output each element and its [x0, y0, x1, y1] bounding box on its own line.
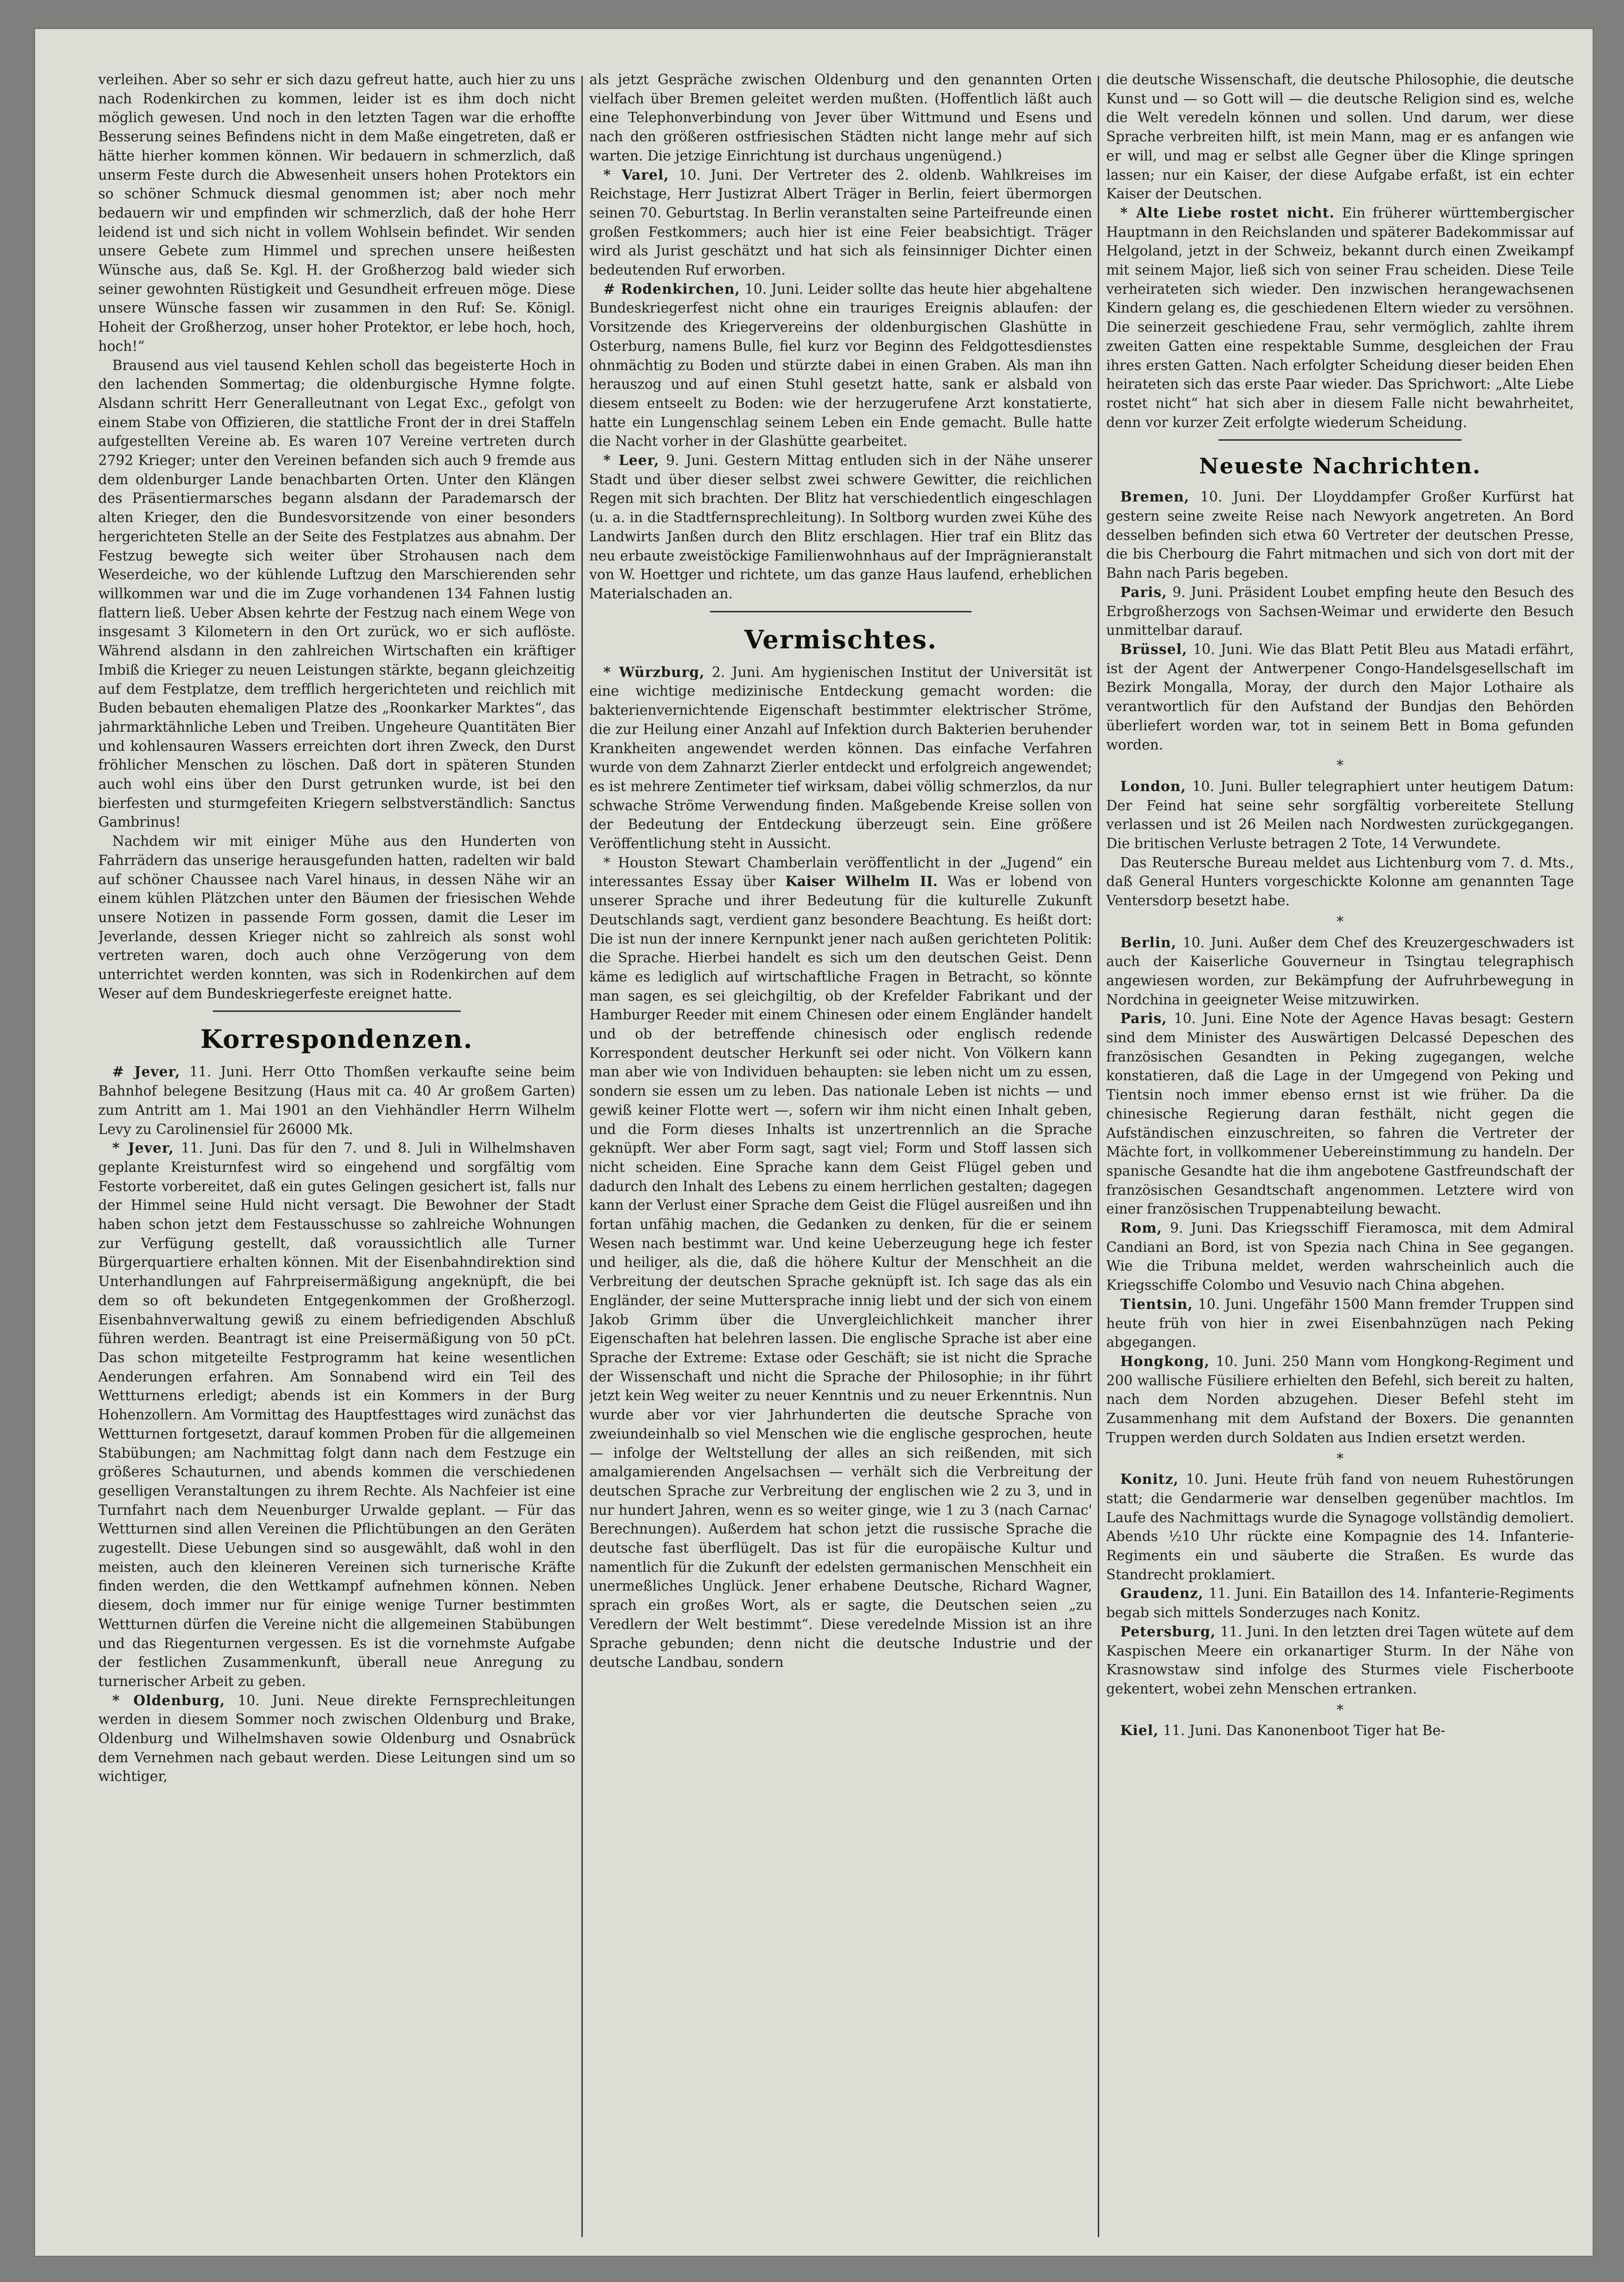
dateline: * Varel, — [603, 166, 669, 183]
article-paragraph: Brausend aus viel tausend Kehlen scholl das begeisterte Hoch in den lachenden Sommertag; die oldenburgische Hymne folgte. Alsdann schritt Herr Generalleutnant von Legat Exc., gefolgt von einem Stabe von Offizieren, die stattliche Front der in drei Staffeln aufgestellten Vereine ab. Es waren 107 Vereine vertreten durch 2792 Krieger; unter den Vereinen befanden sich auch 9 fremde aus dem oldenburger Lande benachbarten Orten. Unter den Klängen des Präsentiermarsches begann alsdann der Parademarsch der alten Krieger, den die Bundesvorsitzende von einer besonders hergerichteten Stelle an der Seite des Festplatzes aus abnahm. Der Festzug bewegte sich weiter über Strohausen nach dem Weserdeiche, wo der kühlende Luftzug den Marschierenden sehr willkommen war und die im Zuge vorhandenen 134 Fahnen lustig flattern ließ. Ueber Absen kehrte der Festzug nach einem Wege von insgesamt 3 Kilometern in den Ort zurück, wo er sich auflöste. Während alsdann in den zahlreichen Wirtschaften ein kräftiger Imbiß die Krieger zu neuen Leistungen stärkte, begann gleichzeitig auf dem Festplatze, dem trefflich hergerichteten und reichlich mit Buden bebauten ehemaligen Platze des „Roonkarker Marktes“, das jahrmarktähnliche Leben und Treiben. Ungeheure Quantitäten Bier und kohlensauren Wassers erreichten dort ihren Zweck, den Durst fröhlicher Menschen zu löschen. Daß dort in späteren Stunden auch wohl eins über den Durst getrunken wurde, ist bei den bierfesten und sturmgefeiten Kriegern selbstverständlich: Sanctus Gambrinus! — [98, 357, 575, 830]
news-text: 9. Juni. Präsident Loubet empfing heute den Besuch des Erbgroßherzogs von Sachsen-Weimar und erwiderte den Besuch unmittelbar darauf. — [1106, 584, 1574, 639]
article-continuation: als jetzt Gespräche zwischen Oldenburg und den genannten Orten vielfach über Bremen geleitet werden mußten. (Hoffentlich läßt auch eine Telephonverbindung von Jever über Wittmund und Esens und nach den größeren ostfriesischen Städten nicht lange mehr auf sich warten. Die jetzige Einrichtung ist durchaus ungenügend.) — [589, 72, 1092, 164]
news-item-hongkong — [1106, 1352, 1574, 1447]
dateline: * Würzburg, — [603, 663, 705, 680]
news-text: 10. Juni. Der Vertreter des 2. oldenb. Wahlkreises im Reichstage, Herr Justizrat Albert Träger in Berlin, feiert übermorgen seinen 70. Geburtstag. In Berlin veranstalten seine Parteifreunde einen großen Festkommers; auch hier ist eine Feier beabsichtigt. Träger wird als Jurist geschätzt und hat sich als feinsinniger Dichter einen bedeutenden Ruf erworben. — [589, 167, 1092, 278]
news-text: Ein früherer württembergischer Hauptmann in den Reichslanden und späterer Badekommissar auf Helgoland, jetzt in der Schweiz, bekannt durch einen Zweikampf mit seinem Major, ließ sich von seiner Frau scheiden. Diese Teile verheirateten sich wieder. Den inzwischen herangewachsenen Kindern gelang es, die geschiedenen Eltern wieder zu versöhnen. Die seinerzeit geschiedene Frau, sehr vermöglich, zahlte ihrem zweiten Gatten eine respektable Summe, desgleichen der Frau ihres ersten Gatten. Nach erfolgter Scheidung dieser beiden Ehen heirateten sich das erste Paar wieder. Das Sprichwort: „Alte Liebe rostet nicht“ hat sich aber in diesem Falle nicht bewahrheitet, denn vor kurzer Zeit erfolgte wiederum Scheidung. — [1106, 204, 1574, 430]
section-heading-neueste-nachrichten: Neueste Nachrichten. — [1199, 453, 1481, 479]
news-text: 10. Juni. Der Lloyddampfer Großer Kurfürst hat gestern seine zweite Reise nach Newyork angetreten. An Bord desselben befinden sich etwa 60 Vertreter der deutschen Presse, die bis Cherbourg die Fahrt mitmachen und sich von dort mit der Bahn nach Paris begeben. — [1106, 489, 1574, 581]
section-divider — [710, 611, 972, 612]
column-3 — [1106, 70, 1574, 2241]
news-item-chamberlain — [589, 853, 1092, 1672]
dateline: # Jever, — [112, 1063, 181, 1080]
section-heading-korrespondenzen: Korrespondenzen. — [200, 1024, 473, 1054]
news-text: 10. Juni. 250 Mann vom Hongkong-Regiment und 200 wallische Füsiliere erhielten den Befehl, sich bereit zu halten, nach dem Norden abzugehen. Dieser Befehl steht im Zusammenhang mit dem Aufstand der Boxers. Die genannten Truppen werden durch Soldaten aus Indien ersetzt werden. — [1106, 1353, 1574, 1446]
dateline: Berlin, — [1120, 934, 1177, 951]
news-item-rodenkirchen — [589, 280, 1092, 451]
dateline: Rom, — [1120, 1220, 1162, 1236]
news-item-graudenz — [1106, 1584, 1574, 1622]
news-text: Was er lobend von unserer Sprache und ihrer Bedeutung für die kulturelle Zukunft Deutschlands sagt, verdient ganz besondere Beachtung. Es heißt dort: Die ist nun der innere Kernpunkt jener nach außen gerichteten Politik: die Sprache. Hierbei handelt es sich um den deutschen Geist. Denn käme es lediglich auf wirtschaftliche Fragen in Betracht, so könnte man sagen, es sei gleichgiltig, ob der Krefelder Fabrikant und der Hamburger Reeder mit einem Chinesen oder einem Engländer handelt und ob der betreffende chinesisch oder englisch redende Korrespondent deutscher Herkunft sei oder nicht. Von Völkern kann man aber wie von Individuen behaupten: sie leben nicht um zu essen, sondern sie essen um zu leben. Das nationale Leben ist nichts — und gewiß keiner Flotte wert —, sofern wir ihm nicht einen Inhalt geben, und die Form dieses Inhalts ist unzertrennlich an die Sprache geknüpft. Wer aber Form sagt, sagt viel; Form und Stoff lassen sich nicht scheiden. Eine Sprache kann dem Geist Flügel geben und dadurch den Inhalt des Lebens zu einem herrlichen gestalten; dagegen kann der Verlust einer Sprache dem Geist die Flügel ausreißen und ihn fortan unfähig machen, die Gedanken zu denken, für die er seinem Wesen nach bestimmt war. Und keine Ueberzeugung hege ich fester und heiliger, als die, daß die höhere Kultur der Menschheit an die Verbreitung der deutschen Sprache geknüpft ist. Ich sage das als ein Engländer, der seine Muttersprache innig liebt und der sich von einem Jakob Grimm über die Unvergleichlichkeit mancher ihrer Eigenschaften hat belehren lassen. Die englische Sprache ist aber eine Sprache der Extreme: Extase oder Geschäft; sie ist nicht die Sprache der Wissenschaft und nicht die Sprache der Philosophie; in ihr führt jetzt kein Weg weiter zu neuer Kenntnis und zu neuer Erkenntnis. Nun wurde aber vor vier Jahrhunderten die deutsche Sprache von zweiundeinhalb so viel Menschen wie die englische gesprochen, heute — infolge der Weltstellung der alles an sich reißenden, mit sich amalgamierenden Angelsachsen — verhält sich die Verbreitung der deutschen Sprache zur Verbreitung der englischen wie 2 zu 3, und in nur hundert Jahren, wenn es so weiter ginge, wie 1 zu 3 (nach Carnac' Berechnungen). Außerdem hat schon jetzt die russische Sprache die deutsche fast überflügelt. Das ist für die europäische Kultur und namentlich für die Zukunft der edelsten germanischen Menschheit ein unermeßliches Unglück. Jener erhabene Deutsche, Richard Wagner, sprach ein großes Wort, als er sagte, die Deutschen seien „zu Veredlern der Welt bestimmt“. Diese veredelnde Mission ist an ihre Sprache gebunden; denn nicht die deutsche Industrie und der deutsche Landbau, sondern — [589, 873, 1092, 1671]
news-text: 9. Juni. Gestern Mittag entluden sich in der Nähe unserer Stadt und über dieser selbst zwei schwere Gewitter, die reichlichen Regen mit sich brachten. Der Blitz hat verschiedentlich eingeschlagen (u. a. in die Stadtfernsprechleitung). In Soltborg wurden zwei Kühe des Landwirts Janßen durch den Blitz erschlagen. Hier traf ein Blitz das neu erbaute zweistöckige Familienwohnhaus auf der Imprägnieranstalt von W. Hoettger und richtete, um das ganze Haus laufend, erheblichen Materialschaden an. — [589, 452, 1092, 602]
separator-star: * — [1336, 1701, 1344, 1718]
news-item-petersburg — [1106, 1622, 1574, 1699]
news-text: 10. Juni. Leider sollte das heute hier abgehaltene Bundeskriegerfest nicht ohne ein trauriges Ereignis ablaufen: der Vorsitzende des Kriegervereins der oldenburgischen Glashütte in Osterburg, namens Bulle, fiel kurz vor Beginn des Feldgottesdienstes ohnmächtig zu Boden und stürzte dabei in einen Graben. Als man ihn herauszog und auf einen Stuhl gesetzt hatte, sank er alsbald von diesem entseelt zu Boden: wie der herzugerufene Arzt konstatierte, hatte ein Lungenschlag seinem Leben ein Ende gemacht. Bulle hatte die Nacht vorher in der Glashütte gearbeitet. — [589, 281, 1092, 450]
dateline: # Rodenkirchen, — [603, 280, 740, 297]
news-item-varel — [589, 166, 1092, 280]
dateline: * Alte Liebe rostet nicht. — [1120, 204, 1335, 221]
highlight-title: Kaiser Wilhelm II. — [785, 873, 938, 890]
news-text: 10. Juni. Ungefähr 1500 Mann fremder Truppen sind heute früh von hier in zwei Eisenbahnzügen nach Peking abgegangen. — [1106, 1296, 1574, 1351]
article-paragraph: Nachdem wir mit einiger Mühe aus den Hunderten von Fahrrädern das unserige herausgefunden hatten, radelten wir bald auf schöner Chaussee nach Varel hinaus, in dessen Nähe wir an einem kühlen Plätzchen unter den Bäumen der friesischen Wehde unsere Notizen in passende Form gossen, damit die Leser im Jeverlande, dessen Krieger nicht so zahlreich als sonst wohl vertreten waren, doch auch ohne Verzögerung von dem unterrichtet werden konnten, was sich in Rodenkirchen auf dem Weser auf dem Bundeskriegerfeste ereignet hatte. — [98, 833, 575, 1002]
dateline: Paris, — [1120, 1010, 1167, 1027]
dateline: Kiel, — [1120, 1722, 1159, 1739]
dateline: Paris, — [1120, 583, 1167, 600]
article-continuation: die deutsche Wissenschaft, die deutsche Philosophie, die deutsche Kunst und — so Gott will — die deutsche Religion sind es, welche die Welt veredeln können und sollen. Und darum, wer diese Sprache verbreiten hilft, ist mein Mann, mag er es anfangen wie er will, und mag er selbst alle Gegner über die Klinge springen lassen; nur ein Kaiser, der diese Aufgabe erfaßt, ist ein echter Kaiser der Deutschen. — [1106, 72, 1574, 202]
column-rule — [1098, 76, 1099, 2237]
column-1 — [98, 70, 575, 2241]
news-item-jever-2 — [98, 1139, 575, 1691]
dateline: Hongkong, — [1120, 1353, 1210, 1369]
news-item-oldenburg — [98, 1691, 575, 1787]
news-text: 10. Juni. Wie das Blatt Petit Bleu aus Matadi erfährt, ist der Agent der Antwerpener Congo-Handelsgesellschaft im Bezirk Mongalla, Moray, der durch den Major Lothaire als verantwortlich für den Aufstand der Bundjas den Behörden überliefert worden war, tot in seinem Bett in Boma gefunden worden. — [1106, 641, 1574, 753]
column-2 — [589, 70, 1092, 2241]
news-text: 10. Juni. Heute früh fand von neuem Ruhestörungen statt; die Gendarmerie war denselben gegenüber machtlos. Im Laufe des Nachmittags wurde die Synagoge vollständig demoliert. Abends ½10 Uhr rückte eine Kompagnie des 14. Infanterie-Regiments ein und säuberte die Straßen. Es wurde das Standrecht proklamiert. — [1106, 1471, 1574, 1583]
dateline: Graudenz, — [1120, 1585, 1204, 1602]
news-item-leer — [589, 451, 1092, 603]
dateline: * Oldenburg, — [112, 1692, 225, 1708]
news-text: * Houston Stewart Chamberlain veröffentlicht in der „Jugend“ ein interessantes Essay über — [589, 854, 1092, 890]
dateline: * Leer, — [603, 452, 660, 469]
news-item-bremen — [1106, 487, 1574, 583]
dateline: Konitz, — [1120, 1471, 1179, 1488]
news-item-rom — [1106, 1219, 1574, 1295]
newspaper-page — [35, 29, 1593, 2256]
news-item-kiel — [1106, 1721, 1574, 1740]
separator-star: * — [1336, 913, 1344, 930]
column-rule — [581, 76, 583, 2237]
separator-star: * — [1336, 1450, 1344, 1467]
news-text: 10. Juni. Eine Note der Agence Havas besagt: Gestern sind dem Minister des Auswärtigen Delcassé Depeschen des französischen Gesandten in Peking zugegangen, welche konstatieren, daß die Lage in der Umgegend von Peking und Tientsin noch immer ebenso ernst ist wie früher. Da die chinesische Regierung daran festhält, nicht gegen die Aufständischen einzuschreiten, so fahren die Vertreter der Mächte fort, in vollkommener Uebereinstimmung zu handeln. Der spanische Gesandte hat die ihm angebotene Gastfreundschaft der französischen Gesandtschaft angenommen. Letztere wird von einer französischen Truppenabteilung bewacht. — [1106, 1010, 1574, 1217]
news-item-wuerzburg — [589, 663, 1092, 853]
article-continuation: verleihen. Aber so sehr er sich dazu gefreut hatte, auch hier zu uns nach Rodenkirchen zu kommen, leider ist es ihm doch nicht möglich gewesen. Und noch in den letzten Tagen war die erhoffte Besserung seines Befindens nicht in dem Maße eingetreten, daß er hätte hierher kommen können. Wir bedauern in schmerzlich, daß unserm Feste durch die Abwesenheit unsers hohen Protektors ein so schöner Schmuck diesmal genommen ist; aber noch mehr bedauern wir und empfinden wir schmerzlich, daß der hohe Herr leidend ist und sich nicht in vollem Wohlsein befindet. Wir senden unsere Gebete zum Himmel und sprechen unsere heißesten Wünsche aus, daß Se. Kgl. H. der Großherzog bald wieder sich seiner gewohnten Rüstigkeit und Gesundheit erfreuen möge. Diese unsere Wünsche fassen wir zusammen in den Ruf: Se. Königl. Hoheit der Großherzog, unser hoher Protektor, er lebe hoch, hoch, hoch!“ — [98, 72, 575, 354]
news-item-reuter: Das Reutersche Bureau meldet aus Lichtenburg vom 7. d. Mts., daß General Hunters vorgeschickte Kolonne am genannten Tage Ventersdorp besetzt habe. — [1106, 854, 1574, 909]
news-item-jever-1 — [98, 1062, 575, 1139]
news-text: 11. Juni. In den letzten drei Tagen wütete auf dem Kaspischen Meere ein orkanartiger Sturm. In der Nähe von Krasnowstaw sind infolge des Sturmes viele Fischerboote gekentert, wobei zehn Menschen ertranken. — [1106, 1623, 1574, 1697]
news-item-london — [1106, 777, 1574, 853]
news-text: 10. Juni. Neue direkte Fernsprechleitungen werden in diesem Sommer noch zwischen Oldenburg und Brake, Oldenburg und Wilhelmshaven sowie Oldenburg und Osnabrück dem Vernehmen nach gebaut werden. Diese Leitungen sind um so wichtiger, — [98, 1692, 575, 1785]
news-text: 11. Juni. Das Kanonenboot Tiger hat Be- — [1163, 1722, 1445, 1739]
news-item-konitz — [1106, 1470, 1574, 1584]
section-heading-vermischtes: Vermischtes. — [744, 624, 937, 654]
dateline: Brüssel, — [1120, 640, 1188, 657]
news-text: 11. Juni. Herr Otto Thomßen verkaufte seine beim Bahnhof belegene Besitzung (Haus mit ca. 40 Ar großem Garten) zum Antritt am 1. Mai 1901 an den Viehhändler Herrn Wilhelm Levy zu Carolinensiel für 26000 Mk. — [98, 1064, 575, 1137]
dateline: Bremen, — [1120, 488, 1189, 505]
dateline: Tientsin, — [1120, 1295, 1193, 1312]
section-divider — [213, 1010, 461, 1012]
news-text: 11. Juni. Ein Bataillon des 14. Infanterie-Regiments begab sich mittels Sonderzuges nach Konitz. — [1106, 1585, 1574, 1621]
dateline: Petersburg, — [1120, 1623, 1216, 1640]
news-text: 2. Juni. Am hygienischen Institut der Universität ist eine wichtige medizinische Entdeckung gemacht worden: die bakterienvernichtende Eigenschaft bestimmter elektrischer Ströme, die zur Heilung einer Anzahl auf Infektion durch Bakterien beruhender Krankheiten angewendet werden können. Das einfache Verfahren wurde von dem Zahnarzt Zierler entdeckt und erfolgreich angewendet; es ist mehrere Zentimeter tief wirksam, dabei völlig schmerzlos, da nur schwache Ströme Verwendung finden. Maßgebende Kreise sollen von der Bedeutung der Entdeckung überzeugt sein. Eine größere Veröffentlichung steht in Aussicht. — [589, 664, 1092, 852]
news-item-alte-liebe — [1106, 203, 1574, 432]
news-text: 10. Juni. Buller telegraphiert unter heutigem Datum: Der Feind hat seine sehr sorgfältig vorbereitete Stellung verlassen und ist 26 Meilen nach Nordwesten zurückgegangen. Die britischen Verluste betragen 2 Tote, 14 Verwundete. — [1106, 778, 1574, 852]
news-text: 10. Juni. Außer dem Chef des Kreuzergeschwaders ist auch der Kaiserliche Gouverneur in Tsingtau telegraphisch angewiesen worden, zur Bekämpfung der Aufruhrbewegung in Nordchina in geeigneter Weise mitzuwirken. — [1106, 934, 1574, 1008]
news-item-tientsin — [1106, 1295, 1574, 1352]
dateline: * Jever, — [112, 1140, 174, 1156]
separator-star: * — [1336, 757, 1344, 774]
dateline: London, — [1120, 778, 1186, 794]
news-item-paris-2 — [1106, 1009, 1574, 1219]
news-item-paris — [1106, 583, 1574, 640]
news-item-bruessel — [1106, 640, 1574, 754]
news-item-berlin — [1106, 933, 1574, 1010]
news-text: 11. Juni. Das für den 7. und 8. Juli in Wilhelmshaven geplante Kreisturnfest wird so eingehend und sorgfältig vom Festorte vorbereitet, daß ein gutes Gelingen gesichert ist, falls nur der Himmel seine Huld nicht versagt. Die Bewohner der Stadt haben schon jetzt dem Festausschusse so zahlreiche Wohnungen zur Verfügung gestellt, daß voraussichtlich alle Turner Bürgerquartiere erhalten können. Mit der Eisenbahndirektion sind Unterhandlungen auf Fahrpreisermäßigung angeknüpft, die bei dem so oft bekundeten Entgegenkommen der Großherzogl. Eisenbahnverwaltung gewiß zu einem befriedigenden Abschluß führen werden. Beantragt ist eine Preisermäßigung von 50 pCt. Das schon mitgeteilte Festprogramm hat keine wesentlichen Aenderungen erfahren. Am Sonnabend wird ein Teil des Wettturnens erledigt; abends ist ein Kommers in der Burg Hohenzollern. Am Vormittag des Hauptfesttages wird zunächst das Wettturnen fortgesetzt, darauf kommen Proben für die allgemeinen Stabübungen; am Nachmittag folgt dann nach dem Festzuge ein größeres Schauturnen, und abends kommen die verschiedenen geselligen Veranstaltungen zu ihrem Rechte. Als Nachfeier ist eine Turnfahrt nach dem Neuenburger Urwalde geplant. — Für das Wettturnen sind allen Vereinen die Pflichtübungen an den Geräten zugestellt. Diese Uebungen sind so ausgewählt, daß wohl in den meisten, auch den kleineren Vereinen sich turnerische Kräfte finden werden, die den Wettkampf aufnehmen können. Neben diesem, doch immer nur für einige wenige Turner bestimmten Wettturnen dürfen die Vereine nicht die allgemeinen Stabübungen und das Riegenturnen vergessen. Es ist die vornehmste Aufgabe der festlichen Zusammenkunft, überall neue Anregung zu turnerischer Arbeit zu geben. — [98, 1140, 575, 1689]
news-text: 9. Juni. Das Kriegsschiff Fieramosca, mit dem Admiral Candiani an Bord, ist von Spezia nach China in See gegangen. Wie die Tribuna meldet, werden wahrscheinlich auch die Kriegsschiffe Colombo und Vesuvio nach China abgehen. — [1106, 1220, 1574, 1294]
section-divider — [1218, 439, 1462, 441]
